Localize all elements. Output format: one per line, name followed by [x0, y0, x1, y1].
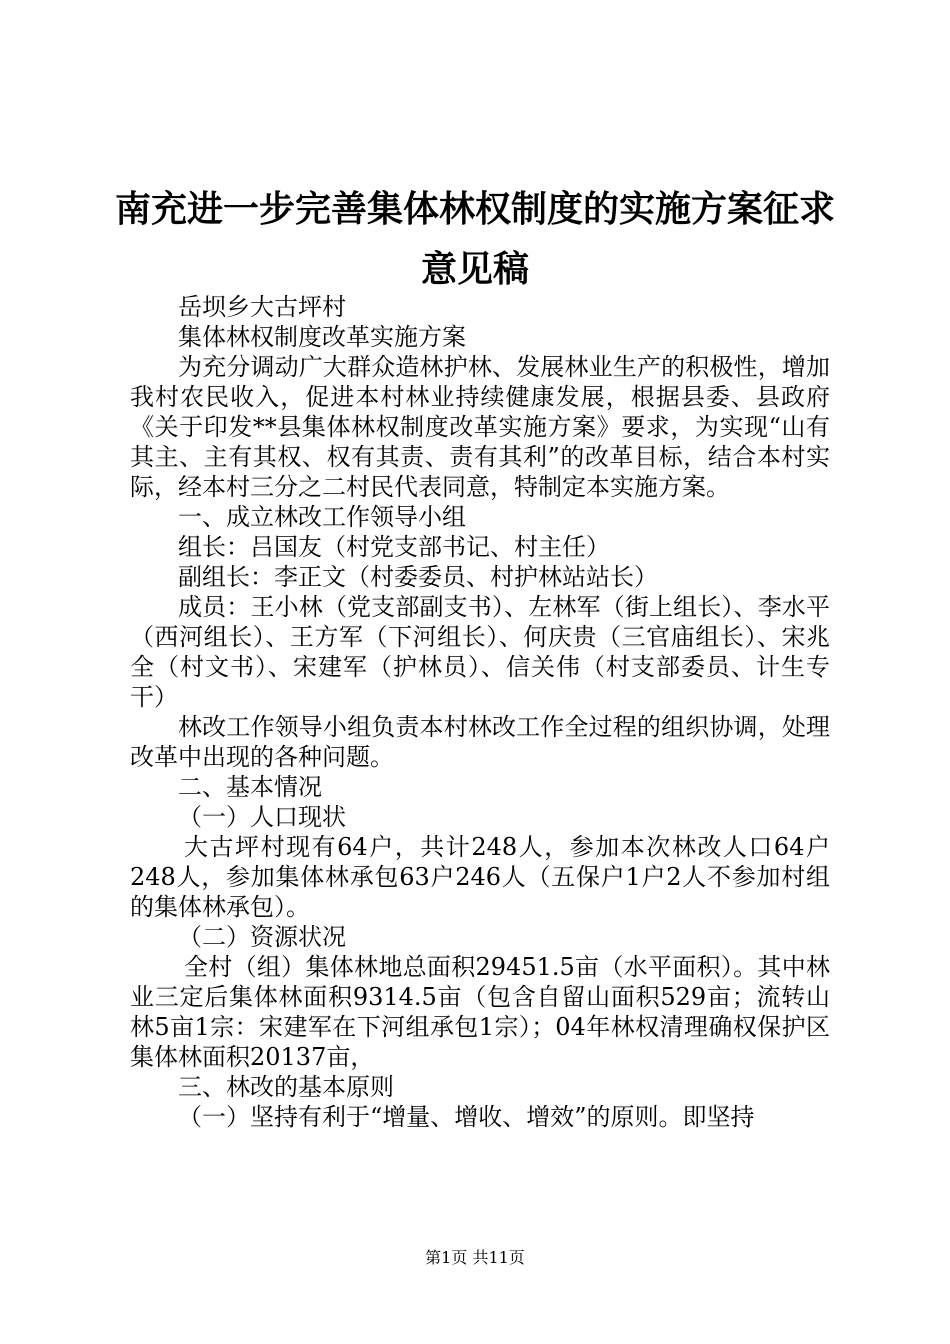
deputy-leader-line: 副组长：李正文（村委委员、村护林站站长）	[178, 563, 658, 591]
page-number-footer: 第1页 共11页	[425, 1248, 525, 1267]
document-title-line-1: 南充进一步完善集体林权制度的实施方案征求	[114, 189, 835, 230]
section-heading-1: 一、成立林改工作领导小组	[178, 503, 466, 531]
resources-paragraph: 全村（组）集体林地总面积29451.5亩（水平面积）。其中林业三定后集体林面积9314.5亩（包含自留山面积529亩；流转山林5亩1宗：宋建军在下河组承包1宗）；04年林权清理确权保护区集体林面积20137亩，	[130, 953, 830, 1071]
group-leader-line: 组长：吕国友（村党支部书记、村主任）	[178, 533, 610, 561]
members-paragraph: 成员：王小林（党支部副支书）、左林军（街上组长）、李水平（西河组长）、王方军（下河组长）、何庆贵（三官庙组长）、宋兆全（村文书）、宋建军（护林员）、信关伟（村支部委员、计生专干）	[130, 593, 830, 711]
group-duty-paragraph: 林改工作领导小组负责本村林改工作全过程的组织协调，处理改革中出现的各种问题。	[130, 713, 830, 771]
population-paragraph: 大古坪村现有64户，共计248人，参加本次林改人口64户248人，参加集体林承包63户246人（五保户1户2人不参加村组的集体林承包）。	[130, 833, 830, 921]
intro-paragraph: 为充分调动广大群众造林护林、发展林业生产的积极性，增加我村农民收入，促进本村林业持续健康发展，根据县委、县政府《关于印发**县集体林权制度改革实施方案》要求，为实现“山有其主、主有其权、权有其责、责有其利”的改革目标，结合本村实际，经本村三分之二村民代表同意，特制定本实施方案。	[130, 353, 830, 501]
village-name-line: 岳坝乡大古坪村	[178, 293, 346, 321]
subsection-resources: （二）资源状况	[178, 923, 346, 951]
document-title-line-2: 意见稿	[420, 249, 529, 290]
subsection-population: （一）人口现状	[178, 803, 346, 831]
section-heading-3: 三、林改的基本原则	[178, 1073, 394, 1101]
document-body	[130, 292, 830, 1132]
plan-name-line: 集体林权制度改革实施方案	[178, 323, 466, 351]
principle-1-paragraph: （一）坚持有利于“增量、增收、增效”的原则。即坚持	[178, 1103, 755, 1131]
section-heading-2: 二、基本情况	[178, 773, 322, 801]
